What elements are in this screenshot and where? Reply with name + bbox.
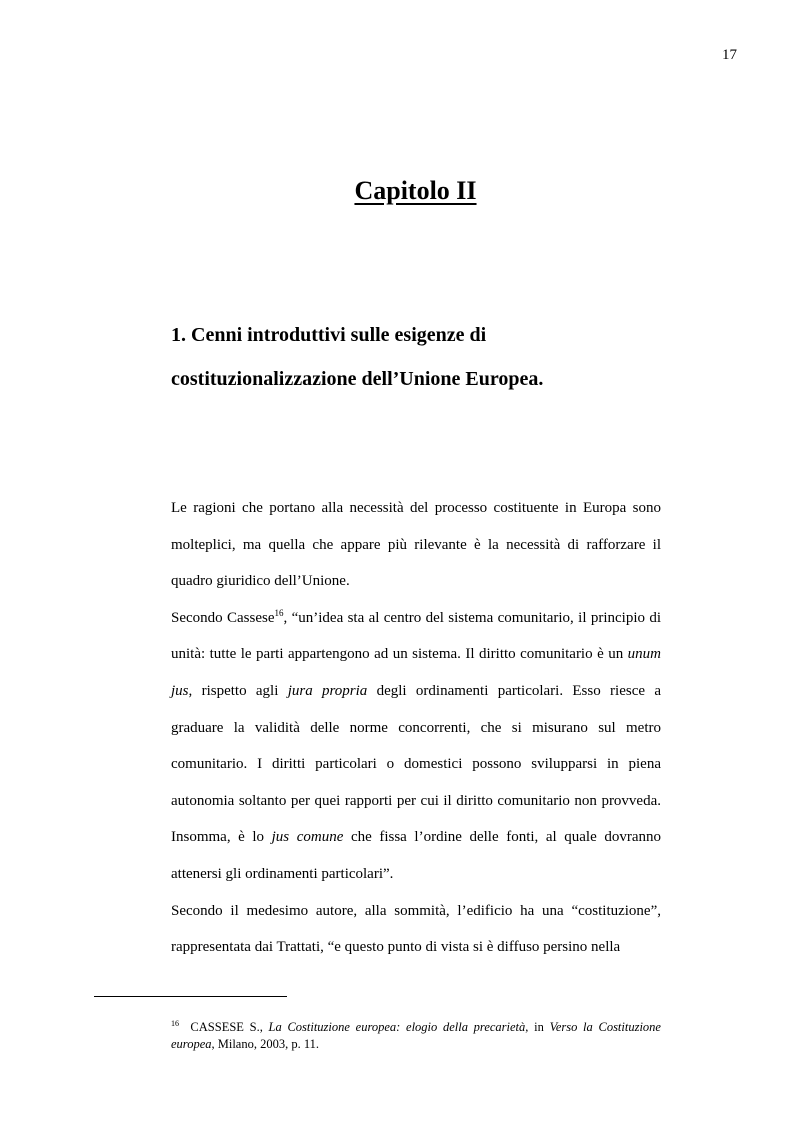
- page-number: 17: [722, 47, 737, 63]
- paragraph-3: Secondo il medesimo autore, alla sommità, l’edificio ha una “costituzione”, rappresentata dai Trattati, “e questo punto di vista si è diffuso persino nella: [171, 902, 661, 956]
- footnote-in: , in: [525, 1020, 550, 1034]
- footnote-reference: 16: [274, 607, 284, 618]
- footnote-details: , Milano, 2003, p. 11.: [211, 1037, 320, 1051]
- paragraph-1: Le ragioni che portano alla necessità del processo costituente in Europa sono molteplici, ma quella che appare più rilevante è la necessità di rafforzare il quadro giuridico dell’Unione.: [171, 500, 661, 590]
- section-heading: [171, 313, 671, 401]
- footnote-title: La Costituzione europea: elogio della precarietà: [268, 1020, 526, 1034]
- paragraph-2-text-c: , rispetto agli: [188, 682, 288, 699]
- section-heading-line-2: costituzionalizzazione dell’Unione Europea.: [171, 368, 544, 390]
- italic-term-jus-comune: jus comune: [271, 829, 344, 846]
- paragraph-2: [171, 600, 661, 893]
- footnote-source: Verso la Costituzione europea: [171, 1020, 661, 1051]
- section-heading-line-1: 1. Cenni introduttivi sulle esigenze di: [171, 324, 487, 346]
- footnote-author: CASSESE S.,: [190, 1020, 269, 1034]
- italic-term-unum-jus: unum jus: [171, 646, 661, 699]
- chapter-title: Capitolo II: [354, 176, 477, 205]
- paragraph-2-text-a: Secondo Cassese: [171, 609, 275, 626]
- italic-term-jura-propria: jura propria: [287, 682, 368, 699]
- body-text: [171, 490, 661, 966]
- footnote-separator: [94, 996, 287, 997]
- paragraph-2-text-d: degli ordinamenti particolari. Esso riesce a graduare la validità delle norme concorrenti, che si misurano sul metro comunitario. I diritti particolari o domestici possono svilupparsi in piena autonomia soltanto per quei rapporti per cui il diritto comunitario non provveda. Insomma, è lo: [171, 682, 661, 846]
- footnote-marker: 16: [171, 1018, 179, 1028]
- paragraph-2-text-e: che fissa l’ordine delle fonti, al quale dovranno attenersi gli ordinamenti particolari”.: [171, 829, 661, 882]
- paragraph-2-text-b: , “un’idea sta al centro del sistema comunitario, il principio di unità: tutte le parti appartengono ad un sistema. Il diritto comunitario è un: [171, 609, 661, 663]
- footnote: [171, 1019, 661, 1053]
